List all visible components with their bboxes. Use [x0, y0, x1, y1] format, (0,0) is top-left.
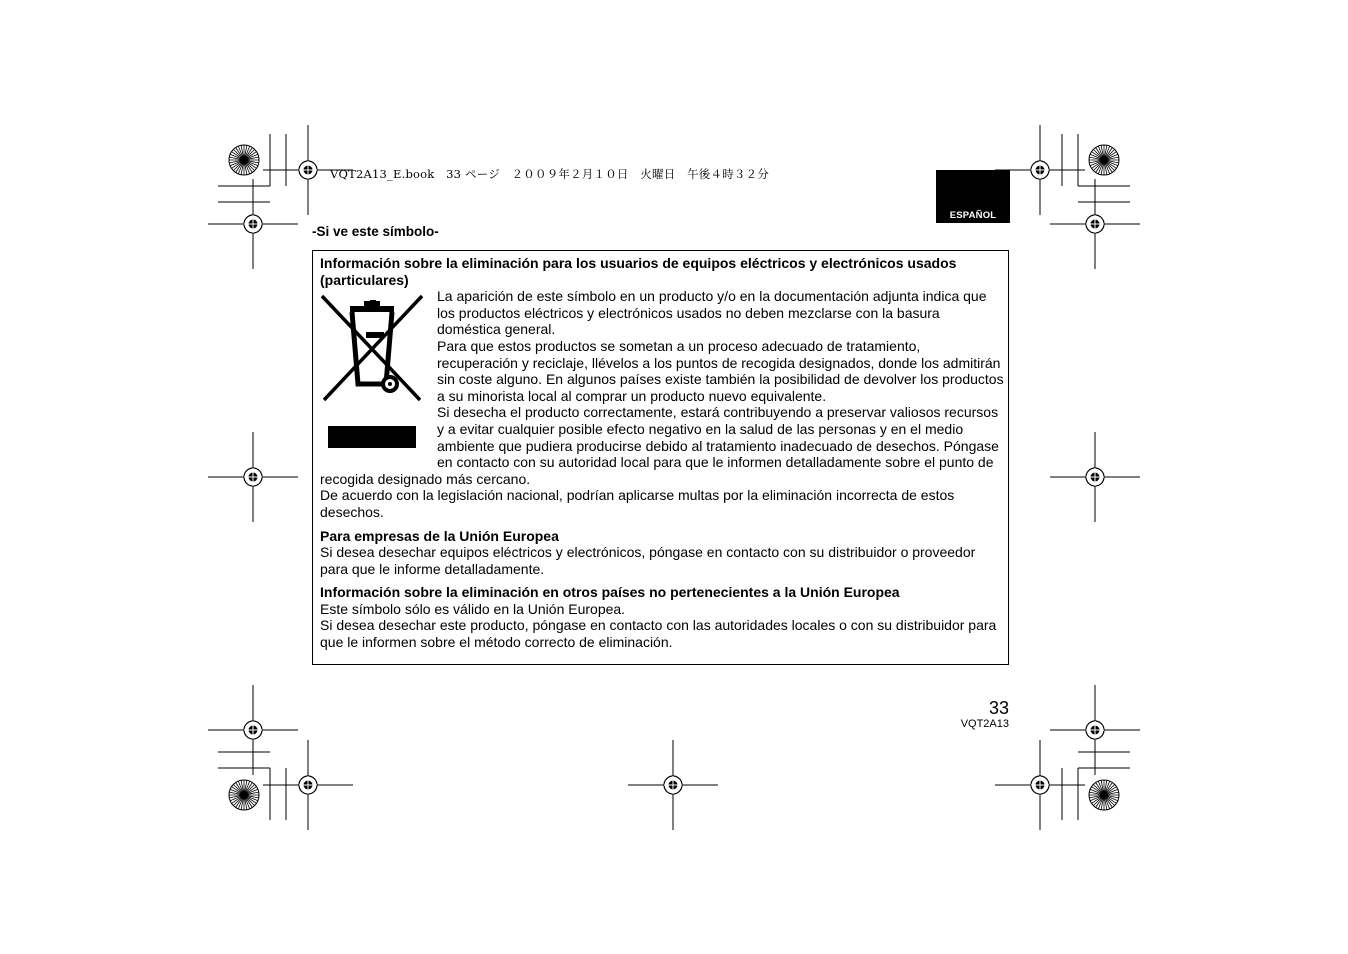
notice-paragraph-2: Para que estos productos se sometan a un proceso adecuado de tratamiento, recuperación y reciclaje, llévelos a los puntos de recogida designados, donde los admitirán sin coste alguno. En algunos países existe también la posibilidad de devolver los productos a su minorista local al comprar un producto nuevo equivalente.: [437, 337, 1004, 404]
notice-paragraph-4: De acuerdo con la legislación nacional, podrían aplicarse multas por la eliminación incorrecta de estos desechos.: [320, 487, 955, 520]
non-eu-heading: Información sobre la eliminación en otros países no pertenecientes a la Unión Europea: [320, 584, 900, 601]
notice-paragraph-3: Si desecha el producto correctamente, estará contribuyendo a preservar valiosos recursos y a evitar cualquier posible efecto negativo en la salud de las personas y en el medio ambiente que pudiera producirse debido al tratamiento inadecuado de desechos. Póngase en contacto con su autoridad local para que le informen detalladamente sobre el punto de recogida designado más cercano.: [320, 404, 999, 487]
language-tab-label: ESPAÑOL: [949, 210, 997, 221]
disposal-notice-box: [312, 250, 1009, 665]
crossed-out-wheeled-bin-icon: [320, 292, 424, 452]
language-tab: [936, 170, 1010, 223]
document-code: VQT2A13: [960, 718, 1009, 730]
print-header: VQT2A13_E.book 33 ページ ２００９年２月１０日 火曜日 午後４時３２分: [330, 167, 769, 181]
section-heading: -Si ve este símbolo-: [312, 224, 439, 239]
business-text: Si desea desechar equipos eléctricos y electrónicos, póngase en contacto con su distribuidor o proveedor para que le informe detalladamente.: [320, 544, 976, 577]
business-heading: Para empresas de la Unión Europea: [320, 527, 559, 544]
non-eu-line-2: Si desea desechar este producto, póngase en contacto con las autoridades locales o con su distribuidor para que le informen sobre el método correcto de eliminación.: [320, 617, 997, 651]
notice-title: Información sobre la eliminación para los usuarios de equipos eléctricos y electrónicos usados (particulares): [320, 255, 957, 288]
notice-paragraph-1: La aparición de este símbolo en un producto y/o en la documentación adjunta indica que los productos eléctricos y electrónicos usados no deben mezclarse con la basura doméstica general.: [437, 288, 987, 338]
page-number: 33: [988, 698, 1009, 718]
non-eu-line-1: Este símbolo sólo es válido en la Unión Europea.: [320, 600, 626, 617]
